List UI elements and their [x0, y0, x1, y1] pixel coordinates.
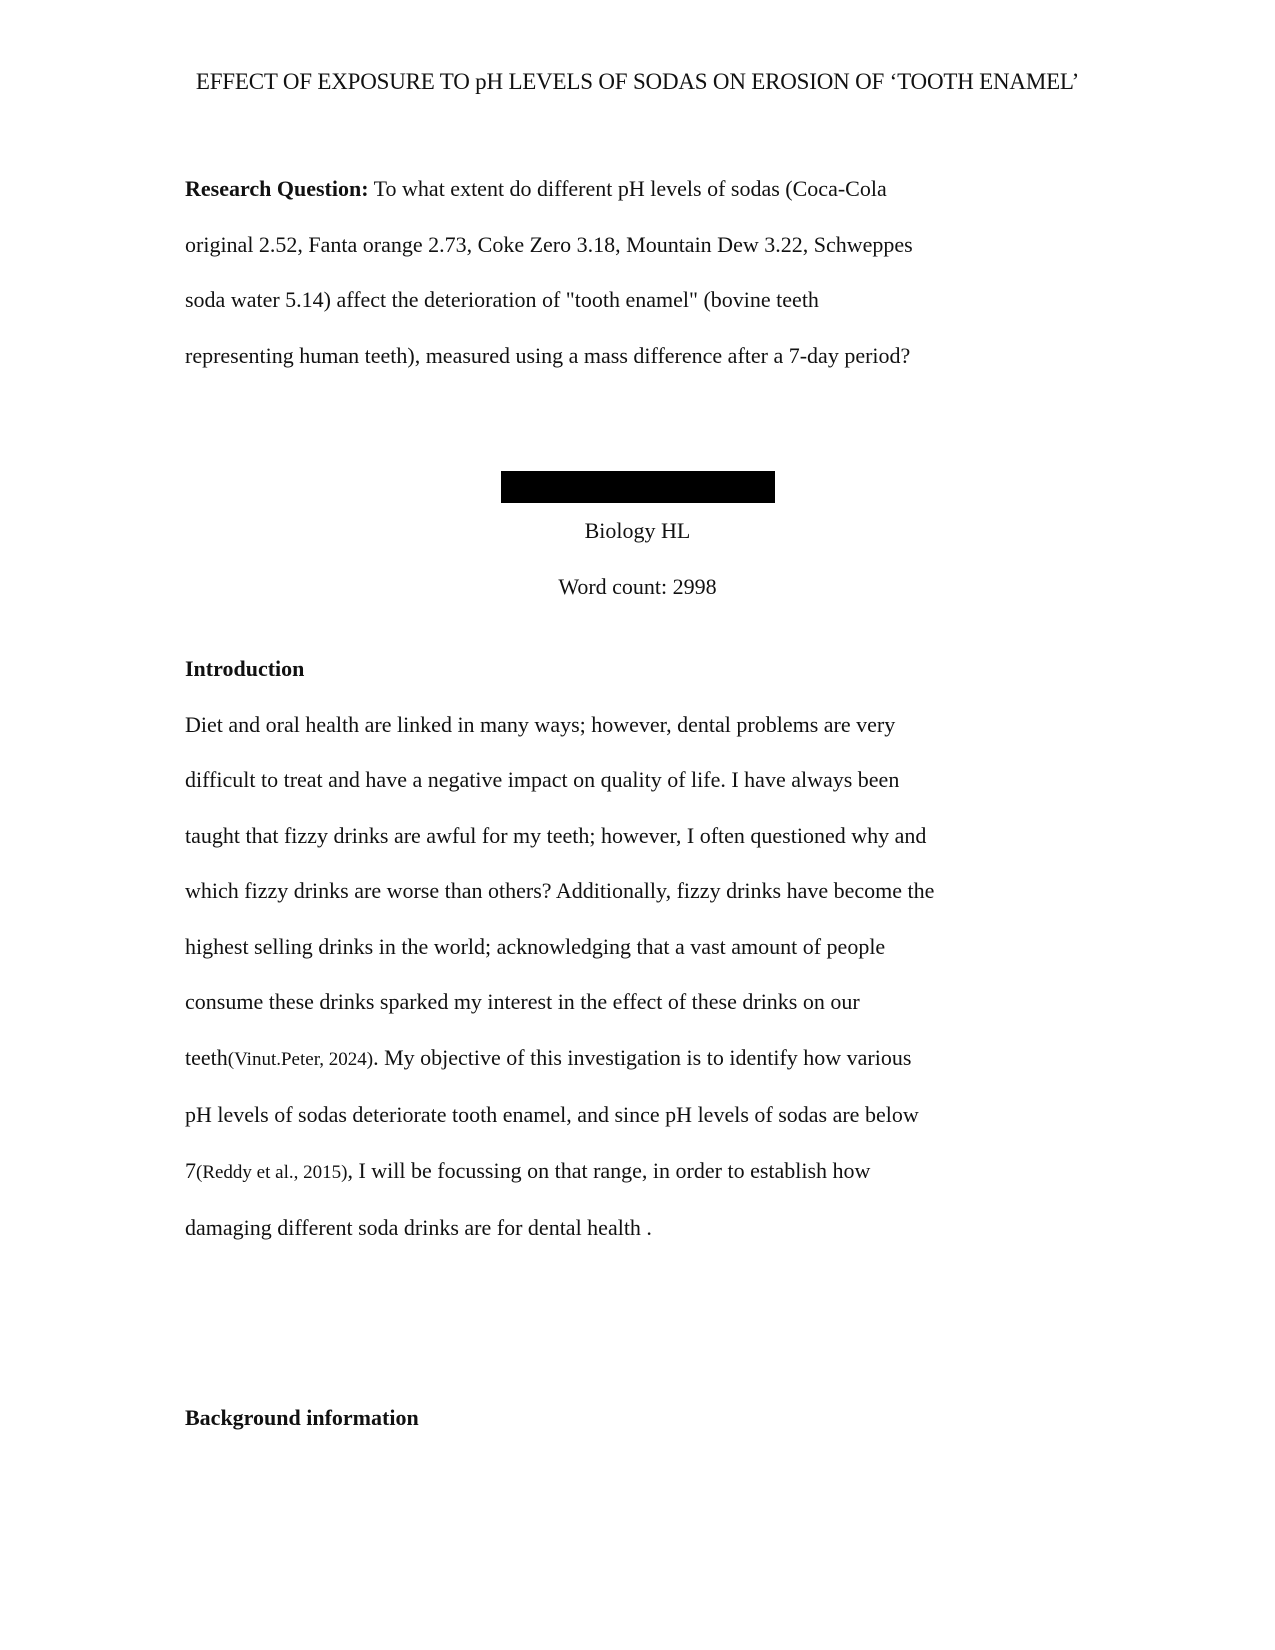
paragraph-text: , I will be focussing on that range, in order to establish how: [347, 1157, 871, 1183]
research-question-paragraph: [185, 161, 1045, 383]
paragraph-line: which fizzy drinks are worse than others? Additionally, fizzy drinks have become the: [185, 878, 935, 903]
document-title: EFFECT OF EXPOSURE TO pH LEVELS OF SODAS ON EROSION OF ‘TOOTH ENAMEL’: [195, 69, 1080, 94]
paragraph-text: teeth: [185, 1044, 228, 1070]
citation-reddy-et-al-2015: (Reddy et al., 2015): [196, 1161, 348, 1183]
paragraph-line: original 2.52, Fanta orange 2.73, Coke Zero 3.18, Mountain Dew 3.22, Schweppes: [185, 231, 913, 257]
background-information-heading: Background information: [185, 1404, 419, 1430]
paragraph-line: damaging different soda drinks are for dental health .: [185, 1215, 652, 1240]
paragraph-text: 7: [185, 1157, 196, 1183]
paragraph-line: Diet and oral health are linked in many ways; however, dental problems are very: [185, 711, 896, 737]
research-question-text: To what extent do different pH levels of sodas (Coca-Cola: [368, 176, 887, 201]
introduction-paragraph: [185, 697, 1045, 1256]
paragraph-line: difficult to treat and have a negative impact on quality of life. I have always been: [185, 767, 900, 792]
paragraph-line: [185, 1143, 1045, 1201]
title-page-info: [0, 503, 1275, 614]
paragraph-text: . My objective of this investigation is to identify how various: [373, 1044, 912, 1070]
paragraph-line: representing human teeth), measured using a mass difference after a 7-day period?: [185, 342, 911, 368]
paragraph-line: taught that fizzy drinks are awful for my teeth; however, I often questioned why and: [185, 822, 927, 848]
paragraph-line: pH levels of sodas deteriorate tooth enamel, and since pH levels of sodas are below: [185, 1102, 919, 1127]
paragraph-line: [185, 161, 1045, 217]
paragraph-line: highest selling drinks in the world; acknowledging that a vast amount of people: [185, 933, 886, 959]
paragraph-line: consume these drinks sparked my interest in the effect of these drinks on our: [185, 989, 860, 1014]
document-body: [185, 161, 1045, 383]
introduction-heading: Introduction: [185, 656, 305, 681]
word-count-line: Word count: 2998: [558, 573, 717, 599]
paragraph-line: [185, 1030, 1045, 1088]
paragraph-line: soda water 5.14) affect the deterioration of "tooth enamel" (bovine teeth: [185, 287, 819, 312]
course-line: Biology HL: [584, 518, 691, 543]
document-body-continued: [185, 641, 1045, 1445]
research-question-label: Research Question:: [185, 176, 369, 201]
redacted-author-name-bar: [501, 471, 775, 503]
citation-vinut-peter-2024: (Vinut.Peter, 2024): [227, 1048, 374, 1070]
